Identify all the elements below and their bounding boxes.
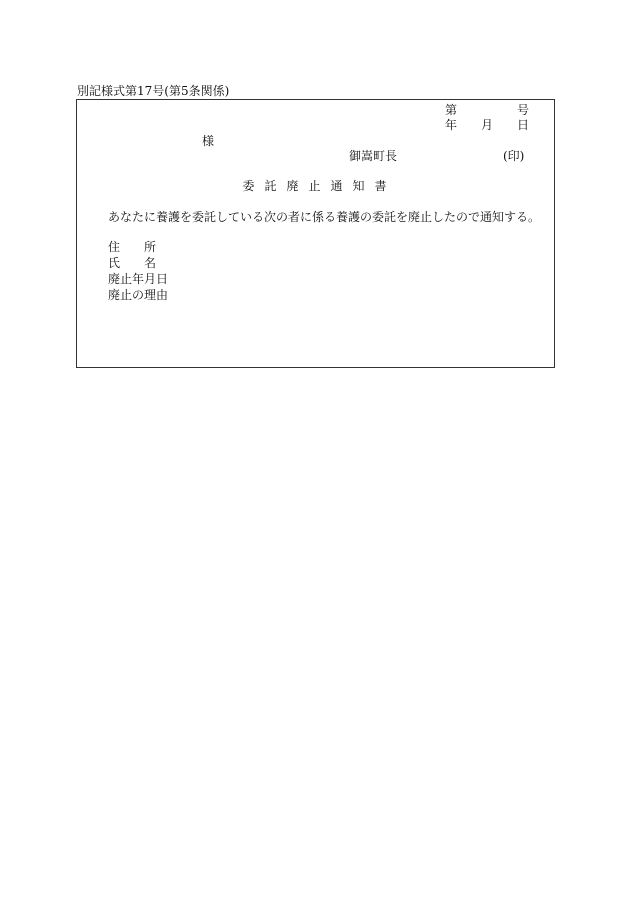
date-year-label: 年 bbox=[445, 118, 458, 132]
date-month-label: 月 bbox=[481, 118, 494, 132]
document-title: 委託廃止通知書 bbox=[242, 179, 397, 193]
field-label-abolition-date: 廃止年月日 bbox=[108, 272, 169, 286]
document-number-prefix: 第 bbox=[445, 103, 458, 117]
field-label-name: 氏名 bbox=[108, 256, 181, 270]
form-number-label: 別記様式第17号(第5条関係) bbox=[77, 84, 230, 98]
field-label-abolition-reason: 廃止の理由 bbox=[108, 288, 169, 302]
field-label-address: 住所 bbox=[108, 240, 181, 254]
document-number-suffix: 号 bbox=[517, 103, 530, 117]
addressee-suffix: 様 bbox=[202, 134, 215, 148]
notice-form-frame bbox=[76, 99, 555, 368]
issuer-title: 御嵩町長 bbox=[349, 149, 398, 163]
seal-mark: (印) bbox=[503, 149, 525, 163]
notice-body-text: あなたに養護を委託している次の者に係る養護の委託を廃止したので通知する。 bbox=[108, 210, 541, 224]
date-day-label: 日 bbox=[517, 118, 530, 132]
